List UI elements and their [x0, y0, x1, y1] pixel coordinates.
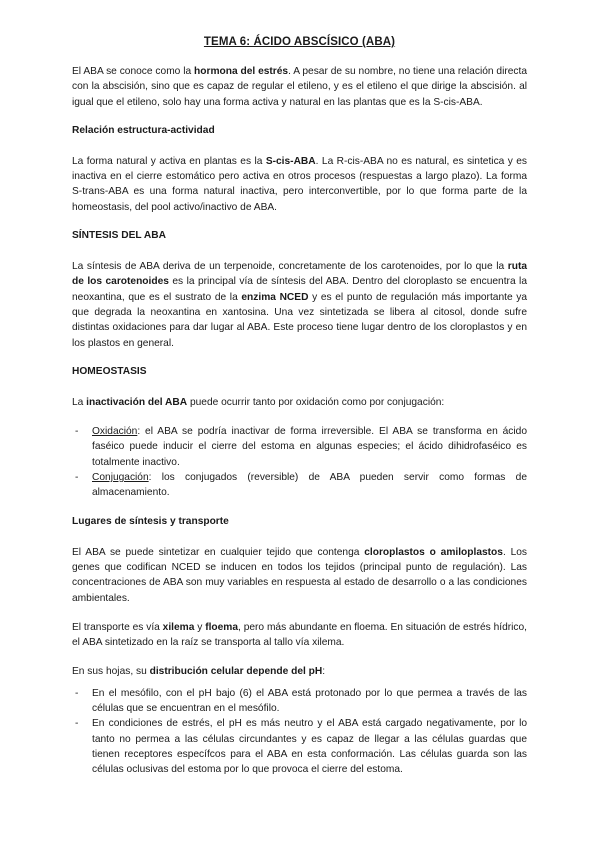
section-heading-relacion: Relación estructura-actividad: [72, 124, 215, 136]
homeostasis-text-1: La: [72, 396, 87, 408]
lugares-paragraph-3: [72, 664, 527, 679]
homeostasis-list: [72, 424, 527, 500]
relacion-bold-1: S-cis-ABA: [265, 155, 316, 167]
list-item-term: Conjugación: [92, 472, 149, 484]
lugares-p3-text-2: :: [322, 666, 326, 678]
list-item-text: : el ABA se podría inactivar de forma irreversible. El ABA se transforma en ácido faséico puede inducir el cierre del estoma en algunas especies; el ácido dihidrofaséico es totalmente inactivo.: [92, 426, 527, 468]
list-item: - En el mesófilo, con el pH bajo (6) el ABA está protonado por lo que permea a través de las células que se encuentran en el mesófilo.: [72, 686, 527, 717]
relacion-text-2: . La R-cis-ABA no es natural, es sintetica y es inactiva en el cierre estomático pero activa en otros procesos (respuestas a largo plazo). La forma S-trans-ABA es una forma natural inactiva, pero interconvertible, por lo que forma parte de la homeostasis, del pool activo/inactivo de ABA.: [72, 155, 528, 213]
homeostasis-text-2: puede ocurrir tanto por oxidación como por conjugación:: [187, 396, 445, 408]
lugares-p1-text-2: . Los genes que codifican NCED se inducen en todos los tejidos (principal punto de regulación). Las concentraciones de ABA son muy variables en respuesta al estado de desarrollo o a las condiciones ambientales.: [72, 546, 528, 604]
relacion-text-1: La forma natural y activa en plantas es la: [72, 155, 266, 167]
sintesis-bold-2: enzima NCED: [241, 291, 309, 303]
lugares-p3-text-1: En sus hojas, su: [72, 666, 150, 678]
sintesis-text-2: es la principal vía de síntesis del ABA. Dentro del cloroplasto se encuentra la neoxantina, que es el sustrato de la: [72, 276, 527, 303]
lugares-p2-text-3: , pero más abundante en floema. En situación de estrés hídrico, el ABA sintetizado en la raíz se transporta al tallo vía xilema.: [72, 621, 527, 649]
page-title: TEMA 6: ÁCIDO ABSCÍSICO (ABA): [203, 36, 396, 48]
section-heading-lugares: Lugares de síntesis y transporte: [72, 515, 229, 527]
lugares-p2-text-1: El transporte es vía: [72, 621, 163, 633]
homeostasis-bold-1: inactivación del ABA: [86, 396, 188, 408]
list-item: [72, 470, 527, 501]
list-item: [72, 424, 527, 470]
lugares-p2-text-2: y: [194, 621, 206, 633]
intro-text-1: El ABA se conoce como la: [72, 66, 195, 77]
sintesis-bold-1: ruta de los carotenoides: [72, 261, 527, 288]
document-page: [72, 36, 527, 792]
list-item: - En condiciones de estrés, el pH es más neutro y el ABA está cargado negativamente, por lo tanto no permea a las células circundantes y es capaz de llegar a las células guardas que tienen receptores específcos para el ABA en esta conformación. Las células guarda son las células oclusivas del estoma por lo que provoca el cierre del estoma.: [72, 716, 527, 777]
relacion-paragraph: [72, 154, 527, 215]
intro-bold-1: hormona del estrés: [194, 66, 289, 77]
sintesis-text-1: La síntesis de ABA deriva de un terpenoide, concretamente de los carotenoides, por lo que la: [72, 261, 508, 273]
sintesis-text-3: y es el punto de regulación más importante ya que degrada la neoxantina en xantosina. Una vez sintetizada se libera al citosol, donde sufre distintas oxidaciones para dar lugar al ABA. Este proceso tiene lugar dentro de los cloroplastos y en los plastos en general.: [72, 291, 528, 349]
lugares-p1-bold-1: cloroplastos o amiloplastos: [364, 546, 503, 558]
list-item-text: : los conjugados (reversible) de ABA pueden servir como formas de almacenamiento.: [92, 472, 527, 499]
list-item-term: Oxidación: [92, 426, 138, 438]
section-heading-homeostasis: HOMEOSTASIS: [72, 365, 147, 377]
lugares-paragraph-1: [72, 545, 527, 606]
intro-paragraph: [72, 64, 527, 110]
lugares-paragraph-2: [72, 620, 527, 651]
lugares-p2-bold-1: xilema: [162, 621, 195, 633]
lugares-p2-bold-2: floema: [205, 621, 239, 633]
intro-text-2: . A pesar de su nombre, no tiene una relación directa con la abscisión, sino que es capaz de regular el etileno, y es el etileno el que dirige la abscisión. al igual que el etileno, solo hay una forma activa y natural en las plantas que es la S-cis-ABA.: [72, 66, 527, 108]
sintesis-paragraph: [72, 259, 527, 351]
lugares-list: [72, 686, 527, 778]
lugares-p1-text-1: El ABA se puede sintetizar en cualquier tejido que contenga: [72, 546, 365, 558]
homeostasis-paragraph: [72, 395, 527, 410]
lugares-p3-bold-1: distribución celular depende del pH: [149, 666, 323, 678]
section-heading-sintesis: SÍNTESIS DEL ABA: [72, 230, 166, 242]
